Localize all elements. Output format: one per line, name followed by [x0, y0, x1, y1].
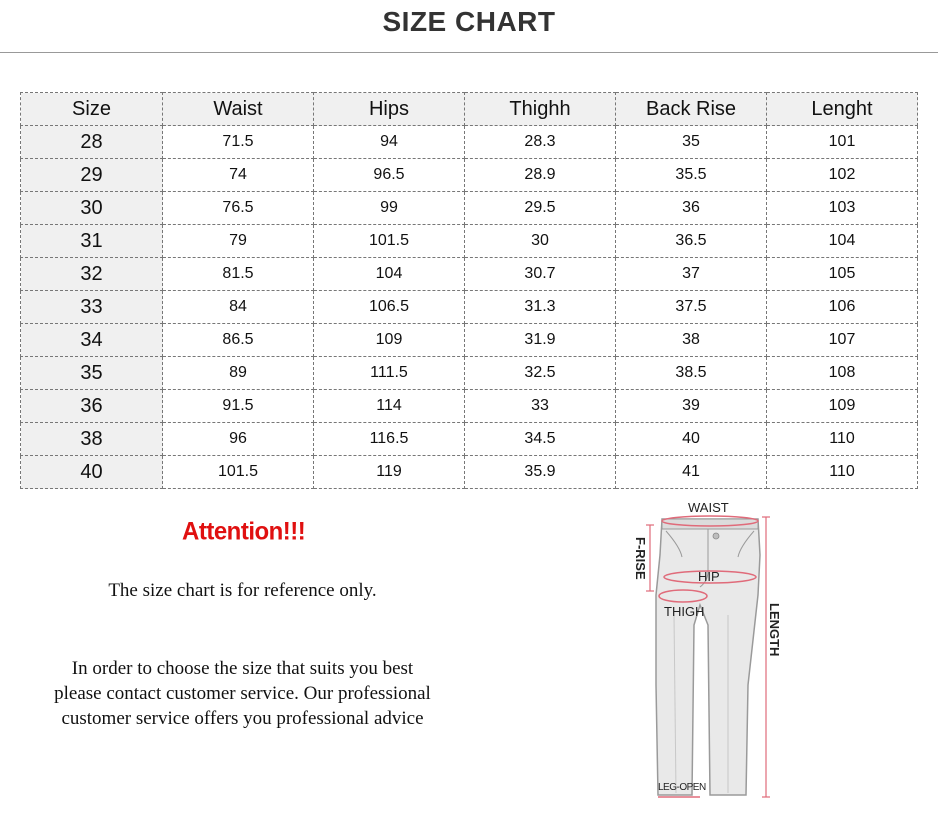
table-row [21, 456, 918, 489]
measurement-cell: 119 [314, 456, 465, 489]
measurement-cell: 89 [163, 357, 314, 390]
size-cell: 34 [21, 324, 163, 357]
measurement-cell: 106.5 [314, 291, 465, 324]
measurement-cell: 86.5 [163, 324, 314, 357]
measurement-cell: 84 [163, 291, 314, 324]
measurement-cell: 109 [314, 324, 465, 357]
measurement-cell: 35 [616, 126, 767, 159]
size-cell: 29 [21, 159, 163, 192]
column-header: Waist [163, 93, 314, 126]
measurement-cell: 81.5 [163, 258, 314, 291]
table-row [21, 291, 918, 324]
measurement-cell: 106 [767, 291, 918, 324]
thigh-label: THIGH [664, 604, 705, 619]
page-title: SIZE CHART [382, 6, 556, 37]
table-row [21, 126, 918, 159]
table-row [21, 423, 918, 456]
length-label: LENGTH [767, 603, 782, 657]
table-row [21, 225, 918, 258]
leg-open-label: LEG-OPEN [658, 782, 706, 793]
measurement-cell: 110 [767, 456, 918, 489]
measurement-cell: 101.5 [163, 456, 314, 489]
contact-note-line: customer service offers you professional advice [61, 708, 424, 729]
measurement-cell: 36.5 [616, 225, 767, 258]
size-cell: 32 [21, 258, 163, 291]
measurement-cell: 28.9 [465, 159, 616, 192]
size-chart-table [20, 92, 918, 489]
measurement-cell: 71.5 [163, 126, 314, 159]
column-header: Size [21, 93, 163, 126]
measurement-cell: 41 [616, 456, 767, 489]
reference-note: The size chart is for reference only. [108, 580, 377, 601]
measurement-cell: 111.5 [314, 357, 465, 390]
contact-note-line: In order to choose the size that suits you best [71, 658, 414, 679]
measurement-cell: 105 [767, 258, 918, 291]
size-cell: 33 [21, 291, 163, 324]
measurement-cell: 76.5 [163, 192, 314, 225]
measurement-cell: 31.3 [465, 291, 616, 324]
column-header: Lenght [767, 93, 918, 126]
measurement-cell: 110 [767, 423, 918, 456]
measurement-cell: 79 [163, 225, 314, 258]
measurement-cell: 116.5 [314, 423, 465, 456]
table-row [21, 390, 918, 423]
measurement-cell: 38 [616, 324, 767, 357]
measurement-cell: 39 [616, 390, 767, 423]
measurement-cell: 96 [163, 423, 314, 456]
measurement-cell: 32.5 [465, 357, 616, 390]
measurement-cell: 30.7 [465, 258, 616, 291]
measurement-cell: 94 [314, 126, 465, 159]
measurement-cell: 34.5 [465, 423, 616, 456]
waist-label: WAIST [688, 500, 729, 515]
measurement-cell: 40 [616, 423, 767, 456]
column-header: Hips [314, 93, 465, 126]
size-cell: 31 [21, 225, 163, 258]
measurement-cell: 38.5 [616, 357, 767, 390]
size-cell: 38 [21, 423, 163, 456]
size-cell: 30 [21, 192, 163, 225]
measurement-cell: 102 [767, 159, 918, 192]
contact-note-line: please contact customer service. Our professional [54, 683, 431, 704]
measurement-cell: 101.5 [314, 225, 465, 258]
size-cell: 36 [21, 390, 163, 423]
measurement-cell: 91.5 [163, 390, 314, 423]
measurement-cell: 104 [767, 225, 918, 258]
table-header-row [21, 93, 918, 126]
table-row [21, 159, 918, 192]
measurement-cell: 99 [314, 192, 465, 225]
table-row [21, 357, 918, 390]
measurement-cell: 103 [767, 192, 918, 225]
button [713, 533, 719, 539]
hip-label: HIP [698, 569, 720, 584]
size-cell: 40 [21, 456, 163, 489]
pants-illustration [620, 495, 800, 805]
measurement-cell: 109 [767, 390, 918, 423]
size-cell: 28 [21, 126, 163, 159]
pants-measurement-diagram [620, 495, 800, 805]
measurement-cell: 96.5 [314, 159, 465, 192]
table-row [21, 192, 918, 225]
measurement-cell: 104 [314, 258, 465, 291]
measurement-cell: 35.5 [616, 159, 767, 192]
measurement-cell: 33 [465, 390, 616, 423]
measurement-cell: 37.5 [616, 291, 767, 324]
measurement-cell: 108 [767, 357, 918, 390]
measurement-cell: 74 [163, 159, 314, 192]
column-header: Thighh [465, 93, 616, 126]
measurement-cell: 107 [767, 324, 918, 357]
f-rise-label: F-RISE [633, 537, 648, 580]
title-divider [0, 52, 938, 53]
measurement-cell: 114 [314, 390, 465, 423]
measurement-cell: 31.9 [465, 324, 616, 357]
measurement-cell: 30 [465, 225, 616, 258]
column-header: Back Rise [616, 93, 767, 126]
measurement-cell: 101 [767, 126, 918, 159]
table-row [21, 324, 918, 357]
measurement-cell: 28.3 [465, 126, 616, 159]
table-row [21, 258, 918, 291]
contact-note [20, 656, 465, 731]
measurement-cell: 37 [616, 258, 767, 291]
measurement-cell: 29.5 [465, 192, 616, 225]
measurement-cell: 36 [616, 192, 767, 225]
attention-heading: Attention!!! [182, 517, 306, 546]
size-cell: 35 [21, 357, 163, 390]
measurement-cell: 35.9 [465, 456, 616, 489]
